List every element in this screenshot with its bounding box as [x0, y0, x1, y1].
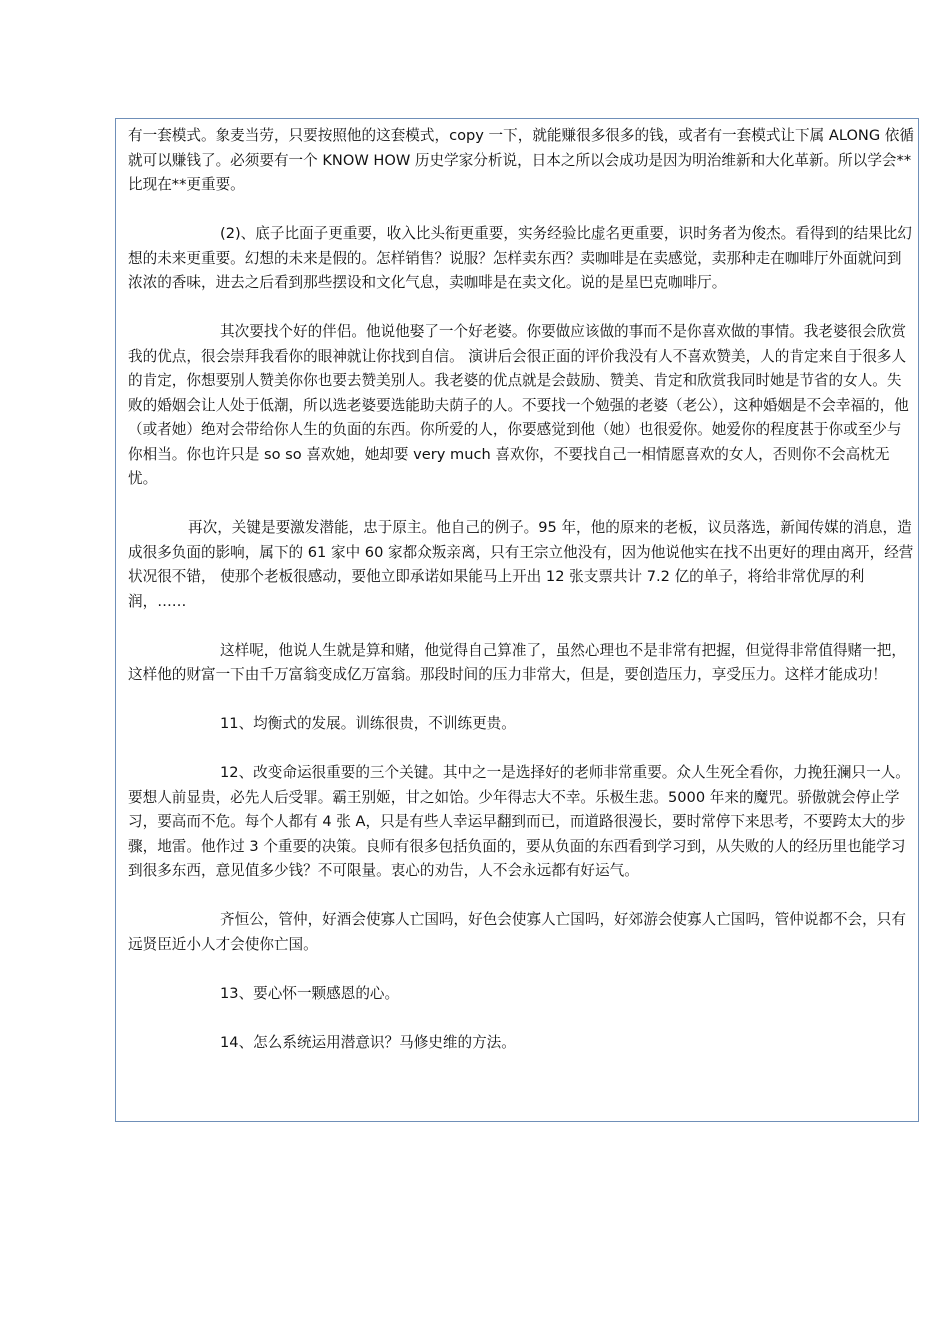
paragraph-mcdonalds-model: 有一套模式。象麦当劳，只要按照他的这套模式，copy 一下，就能赚很多很多的钱，或者有一套模式让下属 ALONG 依循就可以赚钱了。必须要有一个 KNOW HOW 历史学家分析说，日本之所以会成功是因为明治维新和大化革新。所以学会**比现在**更重要。 — [128, 127, 914, 193]
document-body — [128, 124, 916, 1055]
paragraph-point-14: 14、怎么系统运用潜意识？马修史维的方法。 — [220, 1033, 516, 1051]
paragraph-point-13: 13、要心怀一颗感恩的心。 — [220, 984, 400, 1002]
paragraph-substance-over-face: (2)、底子比面子更重要，收入比头衔更重要，实务经验比虚名更重要，识时务者为俊杰。看得到的结果比幻想的未来更重要。幻想的未来是假的。怎样销售？说服？怎样卖东西？卖咖啡是在卖感觉，卖那种走在咖啡厅外面就问到浓浓的香味，进去之后看到那些摆设和文化气息，卖咖啡是在卖文化。说的是星巴克咖啡厅。 — [128, 225, 912, 291]
paragraph-find-good-partner: 其次要找个好的伴侣。他说他娶了一个好老婆。你要做应该做的事而不是你喜欢做的事情。我老婆很会欣赏我的优点，很会崇拜我看你的眼神就让你找到自信。 演讲后会很正面的评价我没有人不喜欢赞美，人的肯定来自于很多人的肯定，你想要别人赞美你你也要去赞美别人。我老婆的优点就是会鼓励、赞美、肯定和欣赏我同时她是节省的女人。失败的婚姻会让人处于低潮，所以选老婆要选能助夫荫子的人。不要找一个勉强的老婆（老公），这种婚姻是不会幸福的，他（或者她）绝对会带给你人生的负面的东西。你所爱的人，你要感觉到他（她）也很爱你。她爱你的程度甚于你或至少与你相当。你也许只是 so so 喜欢她，她却要 very much 喜欢你，不要找自己一相情愿喜欢的女人，否则你不会高枕无忧。 — [128, 323, 909, 487]
paragraph-point-12: 12、改变命运很重要的三个关键。其中之一是选择好的老师非常重要。众人生死全看你，力挽狂澜只一人。要想人前显贵，必先人后受罪。霸王别姬，甘之如饴。少年得志大不幸。乐极生悲。5000 年来的魔咒。骄傲就会停止学习，要高而不危。每个人都有 4 张 A，只是有些人幸运早翻到而已，而道路很漫长，要时常停下来思考，不要跨太大的步骤，地雷。他作过 3 个重要的决策。良师有很多包括负面的，要从负面的东西看到学习到，从失败的人的经历里也能学习到很多东西，意见值多少钱？不可限量。衷心的劝告，人不会永远都有好运气。 — [128, 764, 910, 879]
paragraph-point-11: 11、均衡式的发展。训练很贵，不训练更贵。 — [220, 715, 516, 732]
paragraph-calculate-and-gamble: 这样呢，他说人生就是算和赌，他觉得自己算准了，虽然心理也不是非常有把握，但觉得非常值得赌一把，这样他的财富一下由千万富翁变成亿万富翁。那段时间的压力非常大，但是，要创造压力，享受压力。这样才能成功！ — [128, 641, 906, 683]
paragraph-qi-huangong: 齐恒公，管仲，好酒会使寡人亡国吗，好色会使寡人亡国吗，好郊游会使寡人亡国吗，管仲说都不会，只有远贤臣近小人才会使你亡国。 — [128, 911, 906, 953]
paragraph-unleash-potential: 再次，关键是要激发潜能，忠于原主。他自己的例子。95 年，他的原来的老板，议员落选，新闻传媒的消息，造成很多负面的影响，属下的 61 家中 60 家都众叛亲离，只有王宗立他没有，因为他说他实在找不出更好的理由离开，经营状况很不错， 使那个老板很感动，要他立即承诺如果能马上开出 12 张支票共计 7.2 亿的单子，将给非常优厚的利润，…… — [128, 519, 914, 610]
